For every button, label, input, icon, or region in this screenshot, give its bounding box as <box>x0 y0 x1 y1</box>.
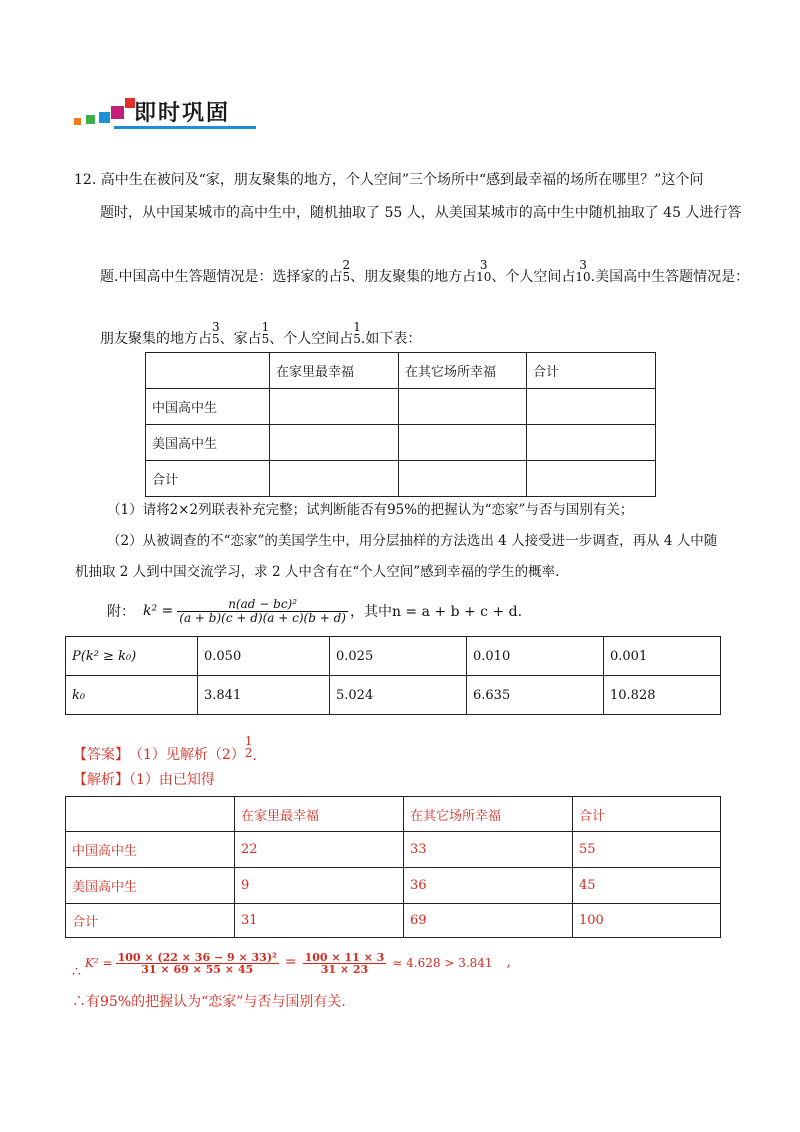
calc-comma: , <box>506 954 511 970</box>
analysis-label: 【解析】 <box>73 772 129 788</box>
numerator: 2 <box>342 257 351 272</box>
problem-line-4 <box>100 302 421 348</box>
answer-text: （1）见解析（2） <box>129 747 245 763</box>
calc-equals: = <box>284 954 297 970</box>
table-cell-empty <box>527 425 656 461</box>
table-cell: 0.050 <box>198 637 330 676</box>
table-cell-empty <box>527 461 656 497</box>
table-cell: 69 <box>404 904 573 938</box>
calc-result: ≈ 4.628 > 3.841 <box>392 956 493 970</box>
table-header-cell: 在其它场所幸福 <box>399 353 527 389</box>
text: .如下表： <box>360 331 422 347</box>
text: 、朋友聚集的地方占 <box>350 269 477 285</box>
contingency-table-blank <box>145 352 656 497</box>
banner-square-blue <box>99 112 110 123</box>
table-header-cell: 在其它场所幸福 <box>404 797 573 832</box>
problem-line-1: 12. 高中生在被问及“家，朋友聚集的地方，个人空间”三个场所中“感到最幸福的场所在哪里？”这个问 <box>74 172 704 188</box>
conclusion: ∴有95%的把握认为“恋家”与否与国别有关. <box>72 994 346 1010</box>
section-banner <box>74 96 256 132</box>
numerator: 1 <box>261 319 270 334</box>
table-cell: k₀ <box>66 676 198 715</box>
answer-label: 【答案】 <box>73 747 129 763</box>
table-header-cell <box>146 353 270 389</box>
denominator: 2 <box>244 746 253 761</box>
question-2-line-1: （2）从被调查的不“恋家”的美国学生中，用分层抽样的方法选出 4 人接受进一步调查，再从 4 人中随 <box>107 533 718 549</box>
table-cell: 0.001 <box>604 637 721 676</box>
table-cell-empty <box>270 425 399 461</box>
banner-title: 即时巩固 <box>134 101 231 126</box>
table-cell: 31 <box>235 904 404 938</box>
calc-denominator-1: 31 × 69 × 55 × 45 <box>141 963 254 977</box>
critical-value-table <box>65 636 721 715</box>
banner-underline <box>114 126 256 129</box>
fraction <box>262 321 270 346</box>
table-header-cell: 在家里最幸福 <box>235 797 404 832</box>
denominator: 5 <box>261 332 270 347</box>
fraction <box>212 321 220 346</box>
text: 、家占 <box>219 331 262 347</box>
table-cell-empty <box>270 461 399 497</box>
denominator: 10 <box>476 270 492 285</box>
banner-square-green <box>86 115 95 124</box>
table-row-label: 美国高中生 <box>146 425 270 461</box>
table-cell: 55 <box>573 832 721 868</box>
analysis-line <box>73 769 215 789</box>
answer-line <box>73 720 257 764</box>
calc-numerator-1: 100 × (22 × 36 − 9 × 33)² <box>117 950 277 964</box>
therefore-symbol: ∴ <box>72 964 81 980</box>
text: 、个人空间占 <box>269 331 354 347</box>
table-cell: 22 <box>235 832 404 868</box>
formula-denominator: (a + b)(c + d)(a + c)(b + d) <box>179 610 346 625</box>
numerator: 1 <box>353 319 361 334</box>
table-cell-empty <box>399 389 527 425</box>
denominator: 5 <box>342 270 351 285</box>
numerator: 3 <box>579 257 587 272</box>
banner-square-orange <box>74 118 81 125</box>
table-cell: 0.025 <box>330 637 467 676</box>
formula-fraction <box>177 598 348 624</box>
table-cell-empty <box>399 461 527 497</box>
table-cell: 6.635 <box>467 676 604 715</box>
table-cell-empty <box>399 425 527 461</box>
formula-suffix: ，其中n = a + b + c + d. <box>349 604 523 620</box>
fraction <box>476 259 491 284</box>
table-header-cell: 合计 <box>573 797 721 832</box>
formula <box>107 591 522 631</box>
fraction <box>342 259 350 284</box>
calc-denominator-2: 31 × 23 <box>320 963 369 977</box>
text: 题.中国高中生答题情况是：选择家的占 <box>100 269 343 285</box>
text: .美国高中生答题情况是： <box>590 269 750 285</box>
table-cell: 10.828 <box>604 676 721 715</box>
table-row-label: 合计 <box>146 461 270 497</box>
formula-numerator: n(ad − bc)² <box>177 598 348 612</box>
table-cell: 33 <box>404 832 573 868</box>
denominator: 5 <box>353 332 361 347</box>
fraction <box>575 259 590 284</box>
table-header-cell: 在家里最幸福 <box>270 353 399 389</box>
fraction <box>353 321 361 346</box>
table-cell: 9 <box>235 868 404 904</box>
question-2-line-2: 机抽取 2 人到中国交流学习，求 2 人中含有在“个人空间”感到幸福的学生的概率. <box>75 564 560 580</box>
table-cell: 5.024 <box>330 676 467 715</box>
numerator: 3 <box>479 257 488 272</box>
calc-fraction-2 <box>303 952 387 976</box>
table-row-label: 中国高中生 <box>66 832 235 868</box>
table-cell-empty <box>270 389 399 425</box>
table-cell-empty <box>527 389 656 425</box>
answer-fraction <box>245 735 253 760</box>
denominator: 10 <box>575 270 591 285</box>
table-header-cell: 合计 <box>527 353 656 389</box>
table-cell: 0.010 <box>467 637 604 676</box>
calc-fraction-1 <box>116 952 279 976</box>
question-1: （1）请将2×2列联表补充完整；试判断能否有95%的把握认为“恋家”与否与国别有关； <box>107 502 634 518</box>
table-cell: 100 <box>573 904 721 938</box>
problem-line-2: 题时，从中国某城市的高中生中，随机抽取了 55 人，从美国某城市的高中生中随机抽取了 45 人进行答 <box>100 205 742 221</box>
text: 、个人空间占 <box>491 269 576 285</box>
formula-lhs: k² = <box>143 603 174 619</box>
contingency-table-filled <box>65 796 721 938</box>
calc-numerator-2: 100 × 11 × 3 <box>304 950 385 964</box>
table-cell: 45 <box>573 868 721 904</box>
chi-square-calculation <box>72 944 511 980</box>
problem-line-3 <box>100 240 749 286</box>
banner-square-magenta <box>111 106 124 119</box>
table-row-label: 中国高中生 <box>146 389 270 425</box>
table-row-label: 合计 <box>66 904 235 938</box>
table-cell: 3.841 <box>198 676 330 715</box>
numerator: 3 <box>212 319 220 334</box>
table-row-label: 美国高中生 <box>66 868 235 904</box>
table-cell: P(k² ≥ k₀) <box>66 637 198 676</box>
table-cell: 36 <box>404 868 573 904</box>
analysis-text: （1）由已知得 <box>129 772 215 788</box>
table-header-cell <box>66 797 235 832</box>
calc-lhs: K² = <box>84 956 113 970</box>
formula-prefix: 附： <box>107 604 135 620</box>
numerator: 1 <box>244 733 253 748</box>
text: 朋友聚集的地方占 <box>100 331 212 347</box>
denominator: 5 <box>212 332 220 347</box>
answer-end: . <box>252 748 257 764</box>
